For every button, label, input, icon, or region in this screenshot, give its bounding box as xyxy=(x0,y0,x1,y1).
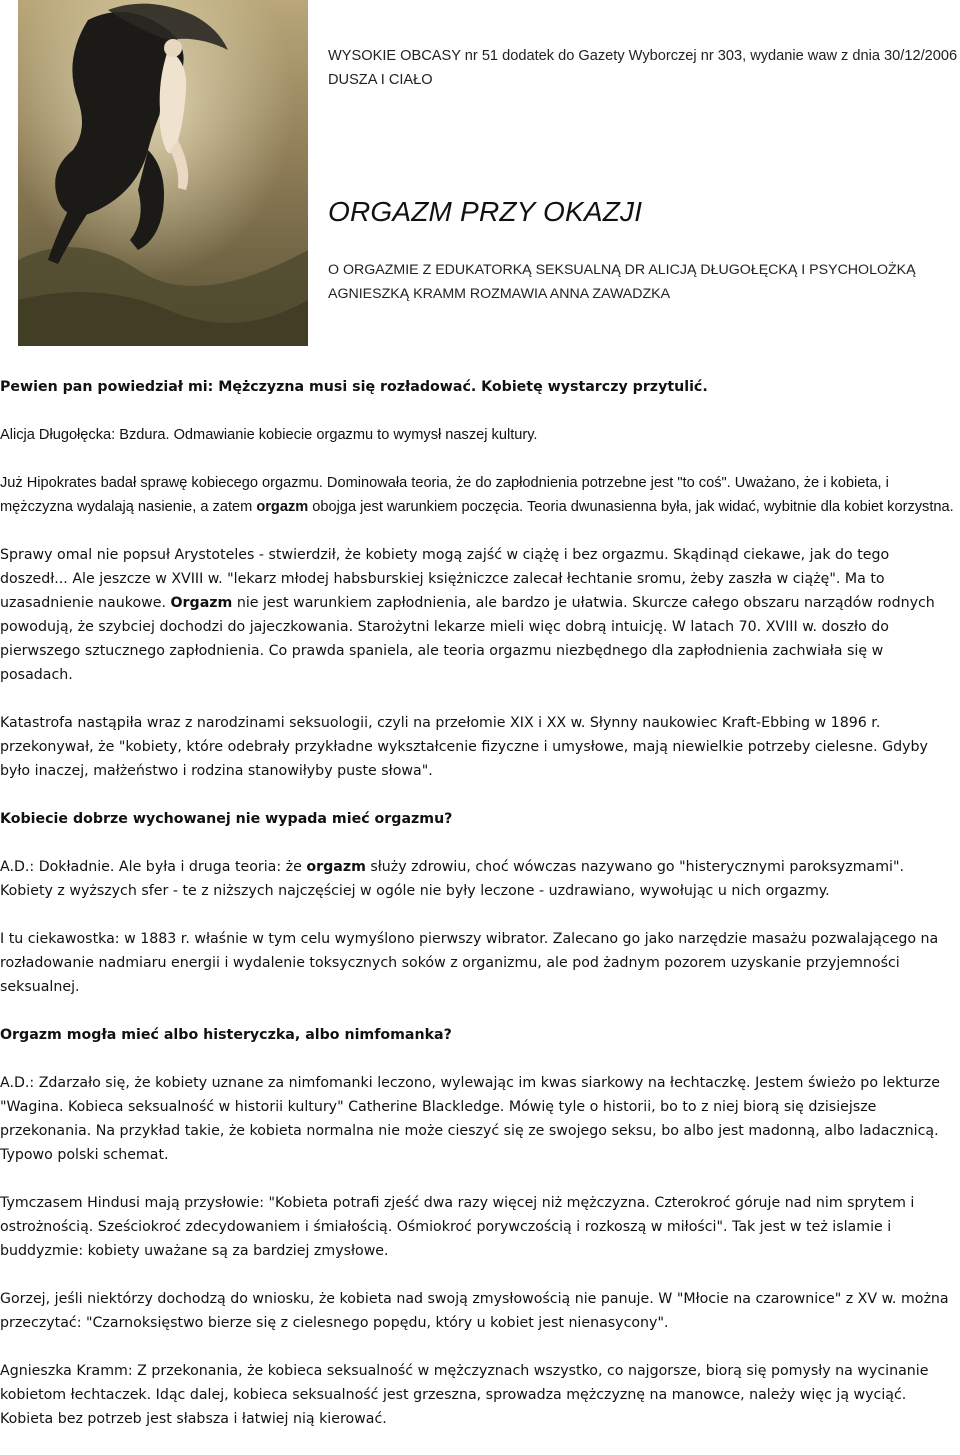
article-body xyxy=(0,375,960,1455)
source-line: WYSOKIE OBCASY nr 51 dodatek do Gazety Wyborczej nr 303, wydanie waw z dnia 30/12/2006 DUSZA I CIAŁO xyxy=(328,48,958,88)
paragraph-9: Gorzej, jeśli niektórzy dochodzą do wniosku, że kobieta nad swoją zmysłowością nie panuje. W "Młocie na czarownice" z XV w. można przeczytać: "Czarnoksięstwo bierze się z cielesnego popędu, który u kobiet jest nienasycony". xyxy=(0,1291,949,1331)
article-painting xyxy=(18,0,308,346)
paragraph-2-bold: orgazm xyxy=(256,499,309,515)
article-header xyxy=(328,44,960,302)
paragraph-3 xyxy=(0,543,960,687)
paragraph-1: Alicja Długołęcka: Bzdura. Odmawianie kobiecie orgazmu to wymysł naszej kultury. xyxy=(0,427,538,443)
paragraph-5-a: A.D.: Dokładnie. Ale była i druga teoria: że xyxy=(0,859,307,875)
painting-image xyxy=(18,0,308,346)
article-subtitle: O ORGAZMIE Z EDUKATORKĄ SEKSUALNĄ DR ALICJĄ DŁUGOŁĘCKĄ I PSYCHOLOŻKĄ AGNIESZKĄ KRAMM ROZMAWIA ANNA ZAWADZKA xyxy=(328,262,916,302)
question-1: Kobiecie dobrze wychowanej nie wypada mieć orgazmu? xyxy=(0,811,453,827)
paragraph-2-b: obojga jest warunkiem poczęcia. Teoria dwunasienna była, jak widać, wybitnie dla kobiet korzystna. xyxy=(308,499,954,515)
paragraph-7: A.D.: Zdarzało się, że kobiety uznane za nimfomanki leczono, wylewając im kwas siarkowy na łechtaczkę. Jestem świeżo po lekturze "Wagina. Kobieca seksualność w historii kultury" Catherine Blackledge. Mówię tyle o historii, bo to z niej biorą się dzisiejsze przekonania. Na przykład takie, że kobieta normalna nie może cieszyć się ze swojego seksu, bo albo jest madonną, albo ladacznicą. Typowo polski schemat. xyxy=(0,1075,940,1163)
paragraph-10: Agnieszka Kramm: Z przekonania, że kobieca seksualność w mężczyznach wszystko, co najgorsze, biorą się pomysły na wycinanie kobietom łechtaczek. Idąc dalej, kobieca seksualność jest grzeszna, sprowadza mężczyznę na manowce, należy więc ją wyciąć. Kobieta bez potrzeb jest słabsza i łatwiej nią kierować. xyxy=(0,1363,929,1427)
paragraph-3-b: nie jest warunkiem zapłodnienia, ale bardzo je ułatwia. Skurcze całego obszaru narządów rodnych powodują, że szybciej dochodzi do jajeczkowania. Starożytni lekarze mieli więc dobrą intuicję. W latach 70. XVIII w. doszło do pierwszego sztucznego zapłodnienia. Co prawda spaniela, ale teoria orgazmu niezbędnego dla zapłodnienia zachwiała się w posadach. xyxy=(0,595,935,683)
paragraph-3-bold: Orgazm xyxy=(170,595,233,611)
paragraph-2 xyxy=(0,471,960,519)
question-2: Orgazm mogła mieć albo histeryczka, albo nimfomanka? xyxy=(0,1027,452,1043)
paragraph-5-b: służy zdrowiu, choć wówczas nazywano go "histerycznymi paroksyzmami". Kobiety z wyższych sfer - te z niższych najczęściej w ogóle nie były leczone - uzdrawiano, wywołując u nich orgazmy. xyxy=(0,859,905,899)
paragraph-5-bold: orgazm xyxy=(306,859,366,875)
lead-question: Pewien pan powiedział mi: Mężczyzna musi się rozładować. Kobietę wystarczy przytulić. xyxy=(0,379,708,395)
paragraph-2-a: Już Hipokrates badał sprawę kobiecego orgazmu. Dominowała teoria, że do zapłodnienia potrzebne jest "to coś". Uważano, że i kobieta, i mężczyzna wydalają nasienie, a zatem xyxy=(0,475,889,515)
paragraph-8: Tymczasem Hindusi mają przysłowie: "Kobieta potrafi zjeść dwa razy więcej niż mężczyzna. Czterokroć góruje nad nim sprytem i ostrożnością. Sześciokroć zdecydowaniem i śmiałością. Ośmiokroć porywczością i rozkoszą w miłości". Tak jest w też islamie i buddyzmie: kobiety uważane są za bardziej zmysłowe. xyxy=(0,1195,915,1259)
paragraph-6: I tu ciekawostka: w 1883 r. właśnie w tym celu wymyślono pierwszy wibrator. Zalecano go jako narzędzie masażu pozwalającego na rozładowanie nadmiaru energii i wydalenie toksycznych soków z organizmu, ale pod żadnym pozorem uzyskanie przyjemności seksualnej. xyxy=(0,931,939,995)
page-title: ORGAZM PRZY OKAZJI xyxy=(328,196,643,227)
paragraph-4: Katastrofa nastąpiła wraz z narodzinami seksuologii, czyli na przełomie XIX i XX w. Słynny naukowiec Kraft-Ebbing w 1896 r. przekonywał, że "kobiety, które odebrały przykładne wykształcenie fizyczne i umysłowe, mają niewielkie potrzeby cielesne. Gdyby było inaczej, małżeństwo i rodzina stanowiłyby puste słowa". xyxy=(0,715,928,779)
paragraph-5 xyxy=(0,855,960,903)
paragraph-3-a: Sprawy omal nie popsuł Arystoteles - stwierdził, że kobiety mogą zajść w ciążę i bez orgazmu. Skądinąd ciekawe, jak do tego doszedł... Ale jeszcze w XVIII w. "lekarz młodej habsburskiej księżniczce zalecał łechtanie sromu, żeby zaszła w ciążę". Ma to uzasadnienie naukowe. xyxy=(0,547,890,611)
